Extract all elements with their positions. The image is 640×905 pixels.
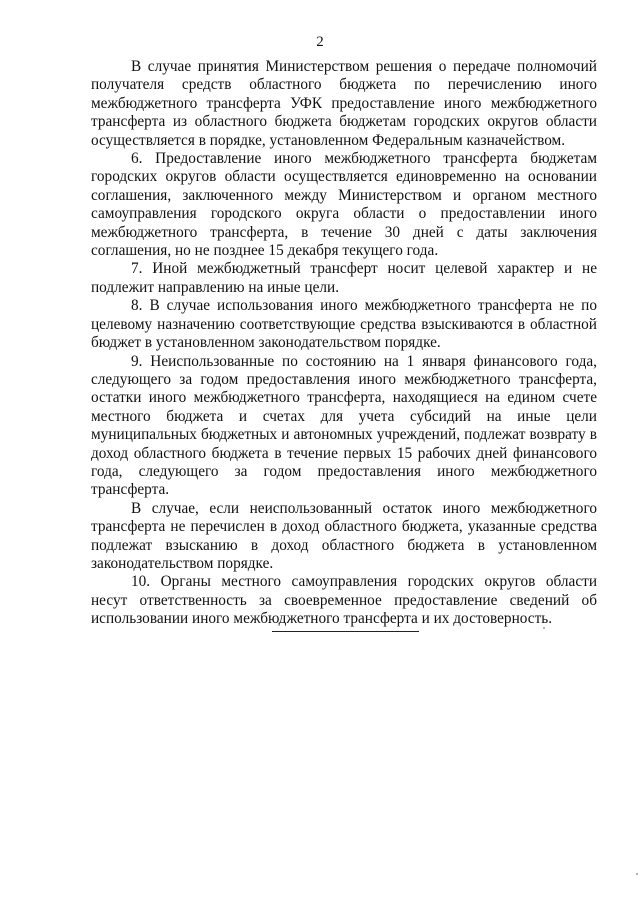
- scan-speck: [543, 627, 545, 629]
- paragraph-item-10: 10. Органы местного самоуправления городских округов области несут ответственность за своевременное предоставление сведений об использовании иного межбюджетного трансферта и их достоверность.: [91, 573, 597, 628]
- end-of-text-rule: [272, 631, 419, 632]
- scan-speck: [636, 873, 638, 875]
- paragraph-item-7: 7. Иной межбюджетный трансферт носит целевой характер и не подлежит направлению на иные цели.: [91, 260, 597, 296]
- paragraph-ufk-transfer: В случае принятия Министерством решения о передаче полномочий получателя средств областного бюджета по перечислению иного межбюджетного трансферта УФК предоставление иного межбюджетного трансферта из областного бюджета бюджетам городских округов области осуществляется в порядке, установленном Федеральным казначейством.: [91, 58, 597, 149]
- page-number: 2: [316, 34, 324, 50]
- paragraph-unused-balance: В случае, если неиспользованный остаток иного межбюджетного трансферта не перечислен в доход областного бюджета, указанные средства подлежат взысканию в доход областного бюджета в установленном законодательством порядке.: [91, 499, 597, 572]
- paragraph-item-8: 8. В случае использования иного межбюджетного трансферта не по целевому назначению соответствующие средства взыскиваются в областной бюджет в установленном законодательством порядке.: [91, 297, 597, 352]
- document-body: [91, 58, 597, 629]
- paragraph-item-9: 9. Неиспользованные по состоянию на 1 января финансового года, следующего за годом предоставления иного межбюджетного трансферта, остатки иного межбюджетного трансферта, находящиеся на едином счете местного бюджета и счетах для учета субсидий на иные цели муниципальных бюджетных и автономных учреждений, подлежат возврату в доход областного бюджета в течение первых 15 рабочих дней финансового года, следующего за годом предоставления иного межбюджетного трансферта.: [91, 352, 597, 499]
- paragraph-item-6: 6. Предоставление иного межбюджетного трансферта бюджетам городских округов области осуществляется единовременно на основании соглашения, заключенного между Министерством и органом местного самоуправления городского округа области о предоставлении иного межбюджетного трансферта, в течение 30 дней с даты заключения соглашения, но не позднее 15 декабря текущего года.: [91, 150, 597, 260]
